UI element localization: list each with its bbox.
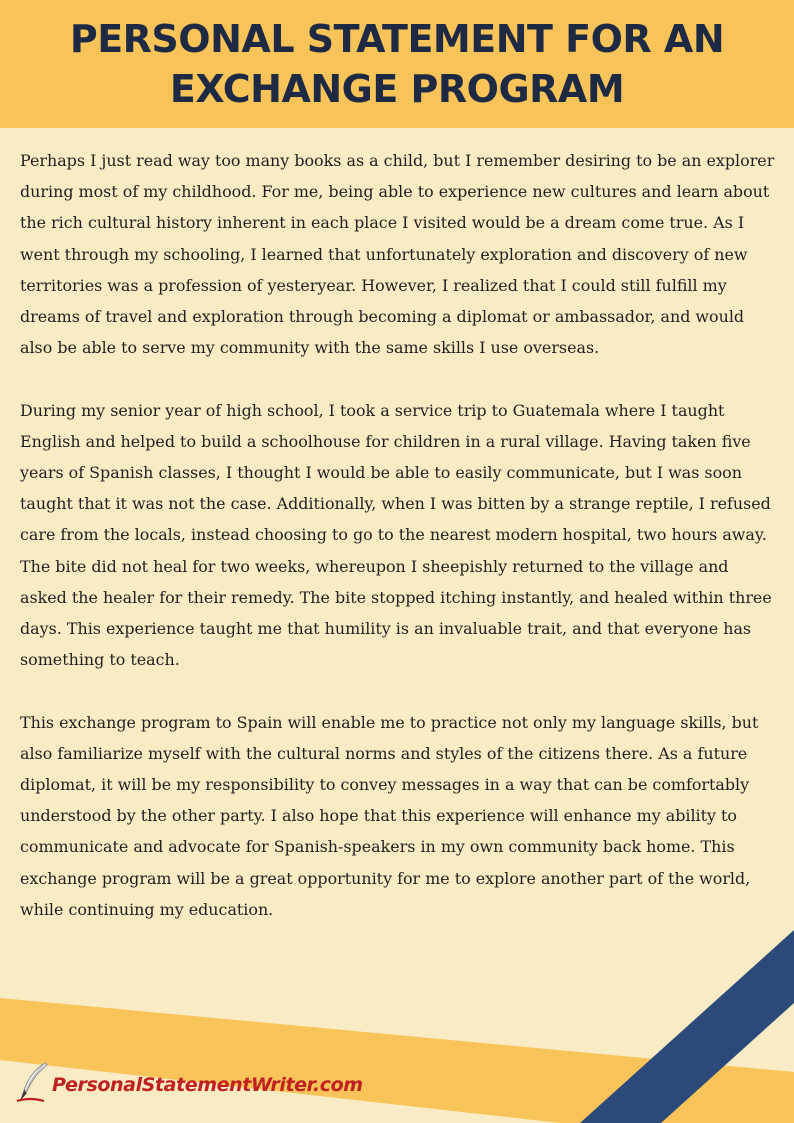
quill-pen-icon — [14, 1060, 50, 1104]
footer-logo[interactable] — [14, 1060, 363, 1104]
paragraph-2: During my senior year of high school, I took a service trip to Guatemala where I taught English and helped to build a schoolhouse for children in a rural village. Having taken five years of Spanish classes, I thought I would be able to easily communicate, but I was soon taught that it was not the case. Additionally, when I was bitten by a strange reptile, I refused care from the locals, instead choosing to go to the nearest modern hospital, two hours away. The bite did not heal for two weeks, whereupon I sheepishly returned to the village and asked the healer for their remedy. The bite stopped itching instantly, and healed within three days. This experience taught me that humility is an invaluable trait, and that everyone has something to teach. — [20, 400, 772, 670]
title-line-2: EXCHANGE PROGRAM — [169, 67, 625, 111]
logo-text: PersonalStatementWriter.com — [52, 1074, 363, 1096]
paragraph-3: This exchange program to Spain will enable me to practice not only my language skills, but also familiarize myself with the cultural norms and styles of the citizens there. As a future diplomat, it will be my responsibility to convey messages in a way that can be comfortably understood by the other party. I also hope that this experience will enhance my ability to communicate and advocate for Spanish-speakers in my own community back home. This exchange program will be a great opportunity for me to explore another part of the world, while continuing my education. — [20, 712, 759, 919]
paragraph-1: Perhaps I just read way too many books as a child, but I remember desiring to be an explorer during most of my childhood. For me, being able to experience new cultures and learn about the rich cultural history inherent in each place I visited would be a dream come true. As I went through my schooling, I learned that unfortunately exploration and discovery of new territories was a profession of yesteryear. However, I realized that I could still fulfill my dreams of travel and exploration through becoming a diplomat or ambassador, and would also be able to serve my community with the same skills I use overseas. — [20, 151, 775, 358]
title-line-1: PERSONAL STATEMENT FOR AN — [69, 17, 725, 61]
